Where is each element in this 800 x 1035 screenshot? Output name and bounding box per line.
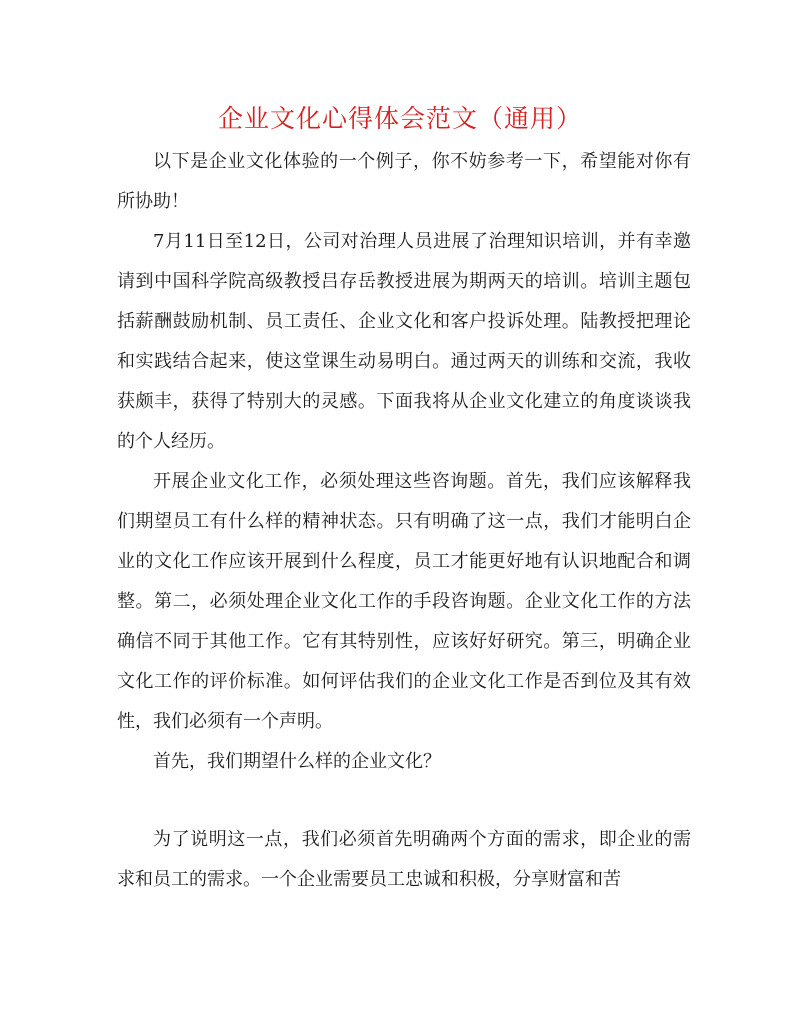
paragraph-question: 首先，我们期望什么样的企业文化？ (153, 751, 441, 772)
paragraph-needs: 为了说明这一点，我们必须首先明确两个方面的需求，即企业的需求和员工的需求。一个企业需要员工忠诚和积极，分享财富和苦 (117, 829, 691, 890)
paragraph-training: 7月11日至12日，公司对治理人员进展了治理知识培训，并有幸邀请到中国科学院高级教授吕存岳教授进展为期两天的培训。培训主题包括薪酬鼓励机制、员工责任、企业文化和客户投诉处理。陆教授把理论和实践结合起来，使这堂课生动易明白。通过两天的训练和交流，我收获颇丰，获得了特别大的灵感。下面我将从企业文化建立的角度谈谈我的个人经历。 (117, 231, 691, 452)
paragraph-intro: 以下是企业文化体验的一个例子，你不妨参考一下，希望能对你有所协助！ (117, 151, 691, 212)
document-title: 企业文化心得体会范文（通用） (217, 104, 582, 133)
document-body (117, 142, 691, 900)
paragraph-culture-issues: 开展企业文化工作，必须处理这些咨询题。首先，我们应该解释我们期望员工有什么样的精神状态。只有明确了这一点，我们才能明白企业的文化工作应该开展到什么程度，员工才能更好地有认识地配合和调整。第二，必须处理企业文化工作的手段咨询题。企业文化工作的方法确信不同于其他工作。它有其特别性，应该好好研究。第三，明确企业文化工作的评价标准。如何评估我们的企业文化工作是否到位及其有效性，我们必须有一个声明。 (117, 471, 691, 732)
